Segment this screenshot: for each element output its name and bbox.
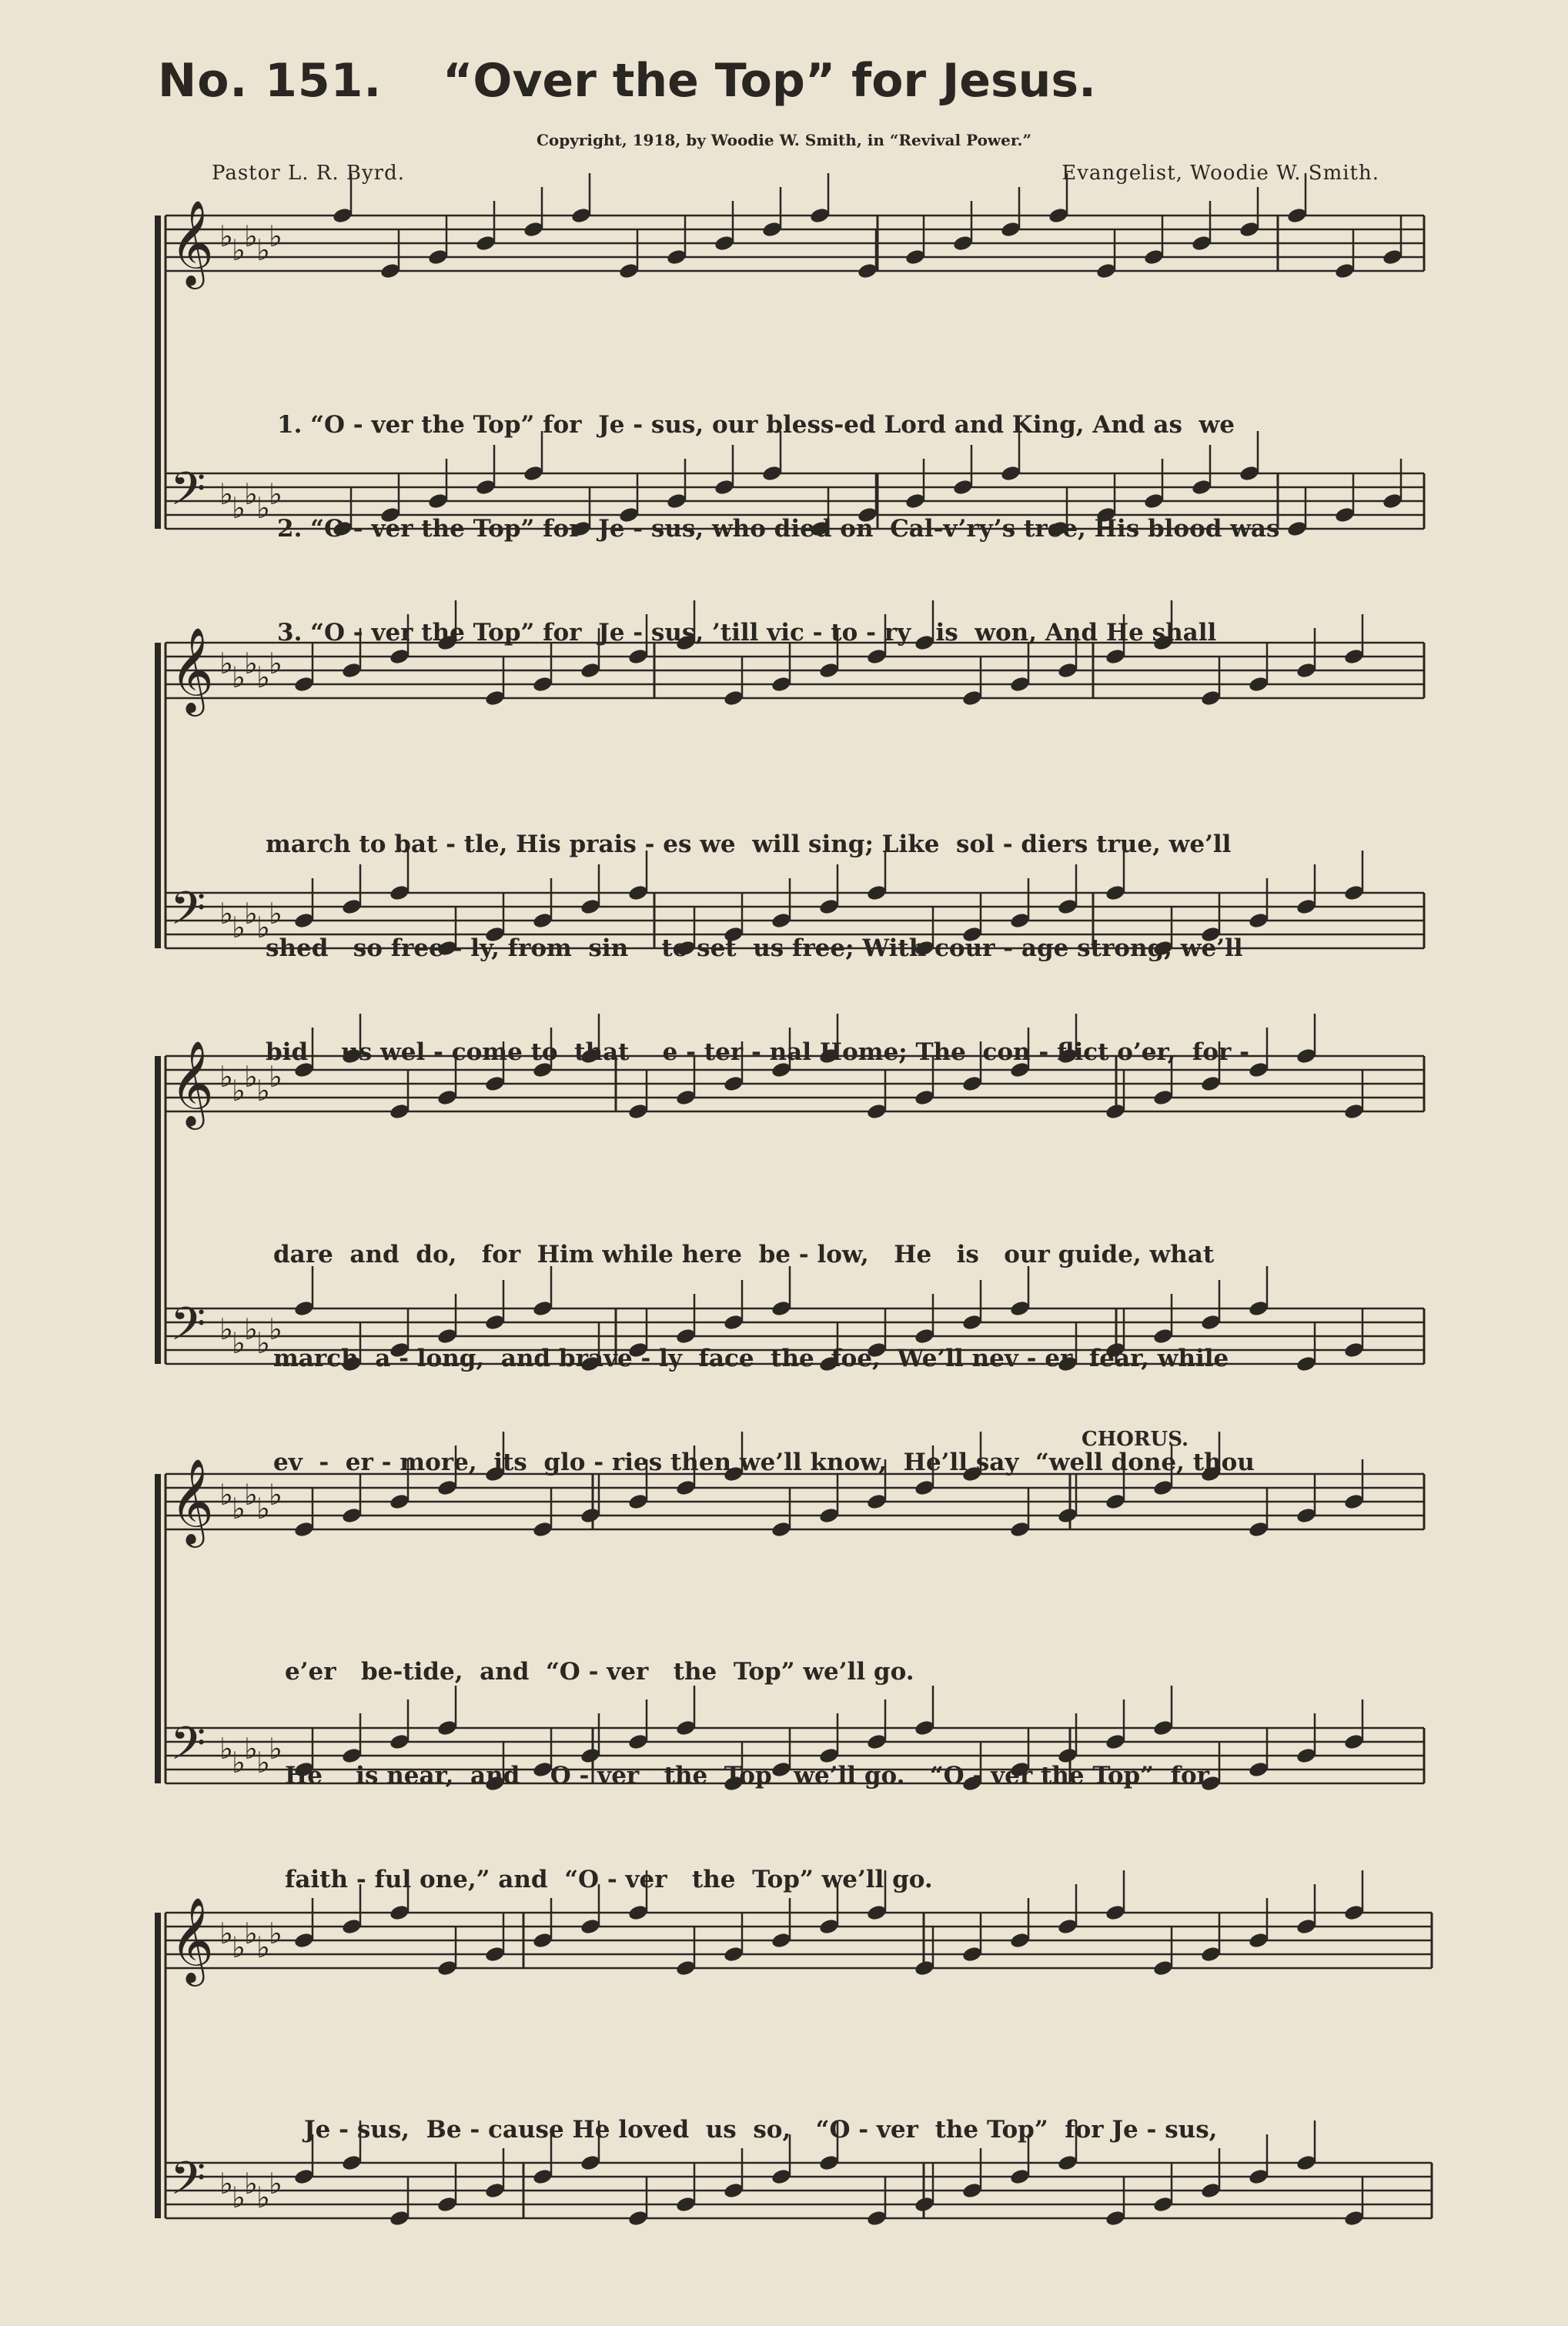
lyric-line: ev - er - more, its glo - ries then we’ll know, He’ll say “well done, thou xyxy=(273,1449,1255,1476)
flat-icon: ♭ xyxy=(269,477,283,511)
flat-icon: ♭ xyxy=(269,1312,283,1346)
flat-icon: ♭ xyxy=(232,2181,246,2214)
flat-icon: ♭ xyxy=(219,897,233,931)
flat-icon: ♭ xyxy=(244,897,258,931)
flat-icon: ♭ xyxy=(256,2181,270,2214)
flat-icon: ♭ xyxy=(269,1732,283,1766)
lyrics-system-1 xyxy=(277,339,1279,720)
flat-icon: ♭ xyxy=(219,1312,233,1346)
flat-icon: ♭ xyxy=(244,219,258,253)
treble-clef-icon: 𝄞 xyxy=(170,1040,214,1126)
flat-icon: ♭ xyxy=(269,1060,283,1094)
flat-icon: ♭ xyxy=(244,1917,258,1950)
flat-icon: ♭ xyxy=(232,1492,246,1526)
flat-icon: ♭ xyxy=(244,2167,258,2201)
flat-icon: ♭ xyxy=(219,1060,233,1094)
flat-icon: ♭ xyxy=(269,897,283,931)
flat-icon: ♭ xyxy=(244,1312,258,1346)
lyric-line: march to bat - tle, His prais - es we will sing; Like sol - diers true, we’ll xyxy=(266,830,1232,858)
bass-clef-icon: 𝄢 xyxy=(170,462,206,526)
flat-icon: ♭ xyxy=(232,1746,246,1780)
flat-icon: ♭ xyxy=(256,233,270,267)
flat-icon: ♭ xyxy=(232,233,246,267)
lyric-line: e’er be-tide, and “O - ver the Top” we’ll go. xyxy=(285,1658,914,1686)
flat-icon: ♭ xyxy=(232,911,246,944)
flat-icon: ♭ xyxy=(232,660,246,694)
flat-icon: ♭ xyxy=(219,1478,233,1512)
lyrics-system-2 xyxy=(266,758,1249,1139)
lyrics-system-5 xyxy=(304,2044,1217,2217)
bass-clef-icon: 𝄢 xyxy=(170,881,206,946)
flat-icon: ♭ xyxy=(219,1917,233,1950)
flat-icon: ♭ xyxy=(232,1074,246,1108)
flat-icon: ♭ xyxy=(219,647,233,680)
bass-clef-icon: 𝄢 xyxy=(170,2151,206,2216)
lyric-line: Je - sus, Be - cause He loved us so, “O - ver the Top” for Je - sus, xyxy=(304,2116,1218,2144)
flat-icon: ♭ xyxy=(269,2167,283,2201)
copyright-notice: Copyright, 1918, by Woodie W. Smith, in “Revival Power.” xyxy=(536,131,1032,149)
flat-icon: ♭ xyxy=(256,1074,270,1108)
chorus-label: CHORUS. xyxy=(1082,1428,1189,1451)
lyricist-credit: Pastor L. R. Byrd. xyxy=(212,162,405,185)
lyric-line: dare and do, for Him while here be - low, He is our guide, what xyxy=(273,1241,1215,1268)
bass-clef-icon: 𝄢 xyxy=(170,1716,206,1781)
flat-icon: ♭ xyxy=(232,1326,246,1360)
flat-icon: ♭ xyxy=(269,647,283,680)
flat-icon: ♭ xyxy=(269,219,283,253)
flat-icon: ♭ xyxy=(232,1930,246,1964)
flat-icon: ♭ xyxy=(219,219,233,253)
treble-clef-icon: 𝄞 xyxy=(170,1458,214,1544)
lyric-line: march a - long, and brave - ly face the foe, We’ll nev - er fear, while xyxy=(273,1345,1229,1372)
lyrics-system-4 xyxy=(285,1586,1209,1967)
flat-icon: ♭ xyxy=(269,1478,283,1512)
hymn-number: No. 151. xyxy=(158,54,383,108)
lyric-line: 2. “O - ver the Top” for Je - sus, who died on Cal-v’ry’s tree, His blood was xyxy=(277,515,1280,543)
flat-icon: ♭ xyxy=(269,1917,283,1950)
treble-clef-icon: 𝄞 xyxy=(170,1897,214,1983)
flat-icon: ♭ xyxy=(256,1746,270,1780)
flat-icon: ♭ xyxy=(256,660,270,694)
lyric-line: shed so free - ly, from sin to set us free; With cour - age strong, we’ll xyxy=(266,934,1243,962)
flat-icon: ♭ xyxy=(219,477,233,511)
lyric-line: 3. “O - ver the Top” for Je - sus, ’till vic - to - ry is won, And He shall xyxy=(277,619,1217,647)
flat-icon: ♭ xyxy=(244,647,258,680)
flat-icon: ♭ xyxy=(219,1732,233,1766)
flat-icon: ♭ xyxy=(232,491,246,525)
flat-icon: ♭ xyxy=(256,1492,270,1526)
flat-icon: ♭ xyxy=(256,1930,270,1964)
treble-clef-icon: 𝄞 xyxy=(170,627,214,713)
lyric-line: faith - ful one,” and “O - ver the Top” we’ll go. xyxy=(285,1866,933,1893)
lyrics-system-3 xyxy=(273,1168,1255,1549)
flat-icon: ♭ xyxy=(256,911,270,944)
flat-icon: ♭ xyxy=(244,477,258,511)
flat-icon: ♭ xyxy=(244,1060,258,1094)
composer-credit: Evangelist, Woodie W. Smith. xyxy=(1061,162,1379,185)
flat-icon: ♭ xyxy=(256,491,270,525)
lyric-line: 1. “O - ver the Top” for Je - sus, our bless-ed Lord and King, And as we xyxy=(277,411,1235,439)
flat-icon: ♭ xyxy=(244,1732,258,1766)
flat-icon: ♭ xyxy=(256,1326,270,1360)
flat-icon: ♭ xyxy=(219,2167,233,2201)
lyric-line: bid us wel - come to that e - ter - nal Home; The con - flict o’er, for - xyxy=(266,1038,1249,1066)
hymn-title: “Over the Top” for Jesus. xyxy=(443,54,1096,108)
flat-icon: ♭ xyxy=(244,1478,258,1512)
treble-clef-icon: 𝄞 xyxy=(170,199,214,286)
bass-clef-icon: 𝄢 xyxy=(170,1297,206,1362)
lyric-line: He is near, and “O - ver the Top” we’ll go. “O - ver the Top” for xyxy=(285,1762,1209,1790)
